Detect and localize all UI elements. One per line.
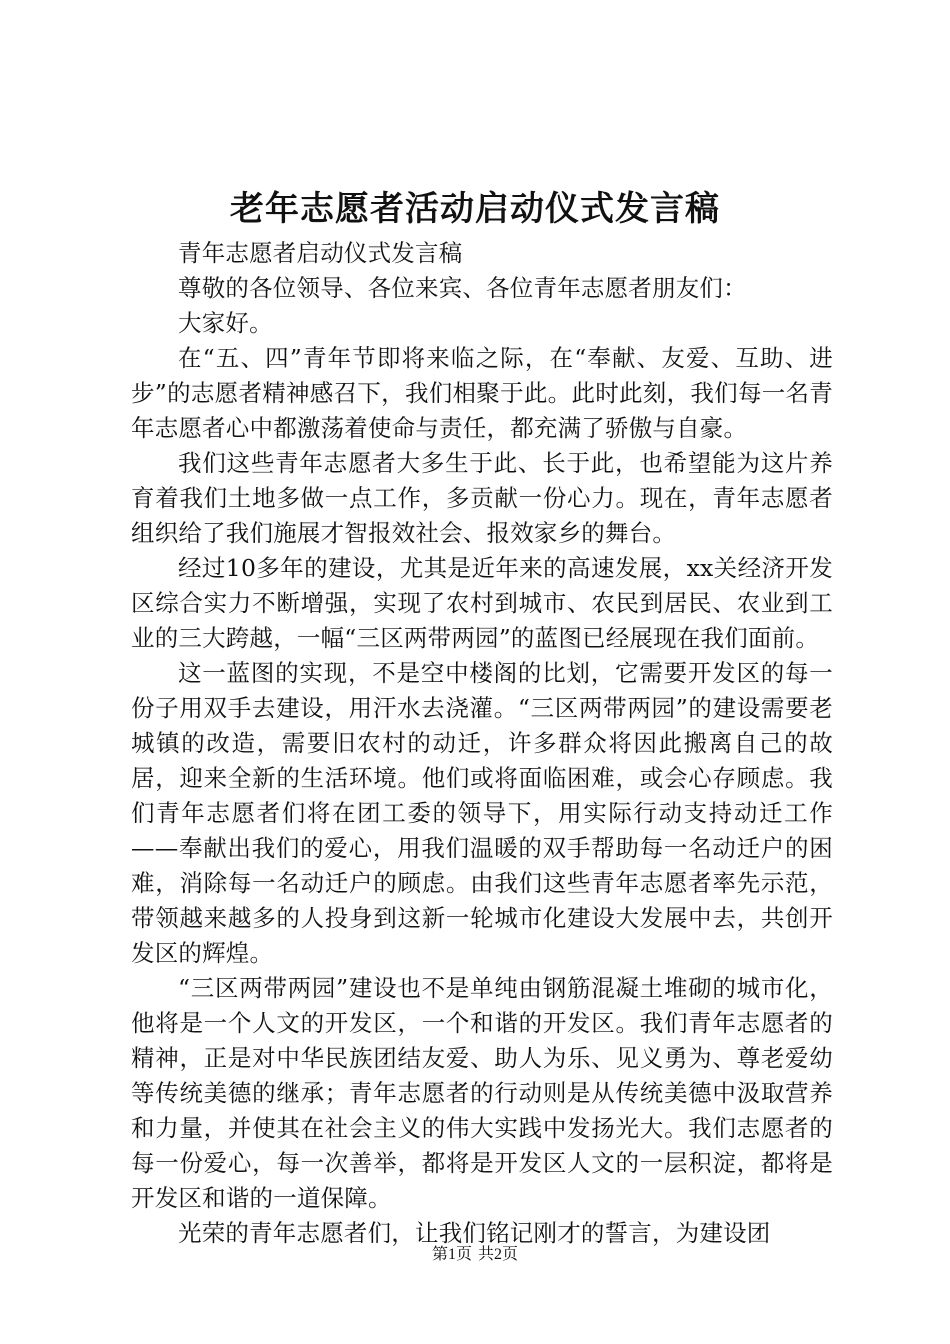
document-body [131, 236, 833, 1251]
document-title: 老年志愿者活动启动仪式发言稿 [230, 189, 720, 229]
paragraph: 尊敬的各位领导、各位来宾、各位青年志愿者朋友们： [178, 274, 747, 302]
paragraph: 我们这些青年志愿者大多生于此、长于此，也希望能为这片养育着我们土地多做一点工作，多贡献一份心力。现在，青年志愿者组织给了我们施展才智报效社会、报效家乡的舞台。 [131, 449, 833, 547]
paragraph: 光荣的青年志愿者们，让我们铭记刚才的誓言，为建设团 [178, 1219, 771, 1247]
page-total: 共2页 [478, 1246, 519, 1263]
page-number: 第1页 [431, 1246, 472, 1263]
paragraph: 青年志愿者启动仪式发言稿 [178, 239, 463, 267]
paragraph: 这一蓝图的实现，不是空中楼阁的比划，它需要开发区的每一份子用双手去建设，用汗水去浇灌。“三区两带两园”的建设需要老城镇的改造，需要旧农村的动迁，许多群众将因此搬离自己的故居，迎来全新的生活环境。他们或将面临困难，或会心存顾虑。我们青年志愿者们将在团工委的领导下，用实际行动支持动迁工作——奉献出我们的爱心，用我们温暖的双手帮助每一名动迁户的困难，消除每一名动迁户的顾虑。由我们这些青年志愿者率先示范，带领越来越多的人投身到这新一轮城市化建设大发展中去，共创开发区的辉煌。 [131, 659, 833, 967]
paragraph: 在“五、四”青年节即将来临之际，在“奉献、友爱、互助、进步”的志愿者精神感召下，我们相聚于此。此时此刻，我们每一名青年志愿者心中都激荡着使命与责任，都充满了骄傲与自豪。 [131, 344, 833, 442]
paragraph: 大家好。 [178, 309, 273, 337]
page-footer [0, 1244, 950, 1266]
paragraph: 经过10多年的建设，尤其是近年来的高速发展，xx关经济开发区综合实力不断增强，实现了农村到城市、农民到居民、农业到工业的三大跨越，一幅“三区两带两园”的蓝图已经展现在我们面前。 [131, 554, 833, 652]
paragraph: “三区两带两园”建设也不是单纯由钢筋混凝土堆砌的城市化，他将是一个人文的开发区，一个和谐的开发区。我们青年志愿者的精神，正是对中华民族团结友爱、助人为乐、见义勇为、尊老爱幼等传统美德的继承；青年志愿者的行动则是从传统美德中汲取营养和力量，并使其在社会主义的伟大实践中发扬光大。我们志愿者的每一份爱心，每一次善举，都将是开发区人文的一层积淀，都将是开发区和谐的一道保障。 [131, 974, 833, 1212]
